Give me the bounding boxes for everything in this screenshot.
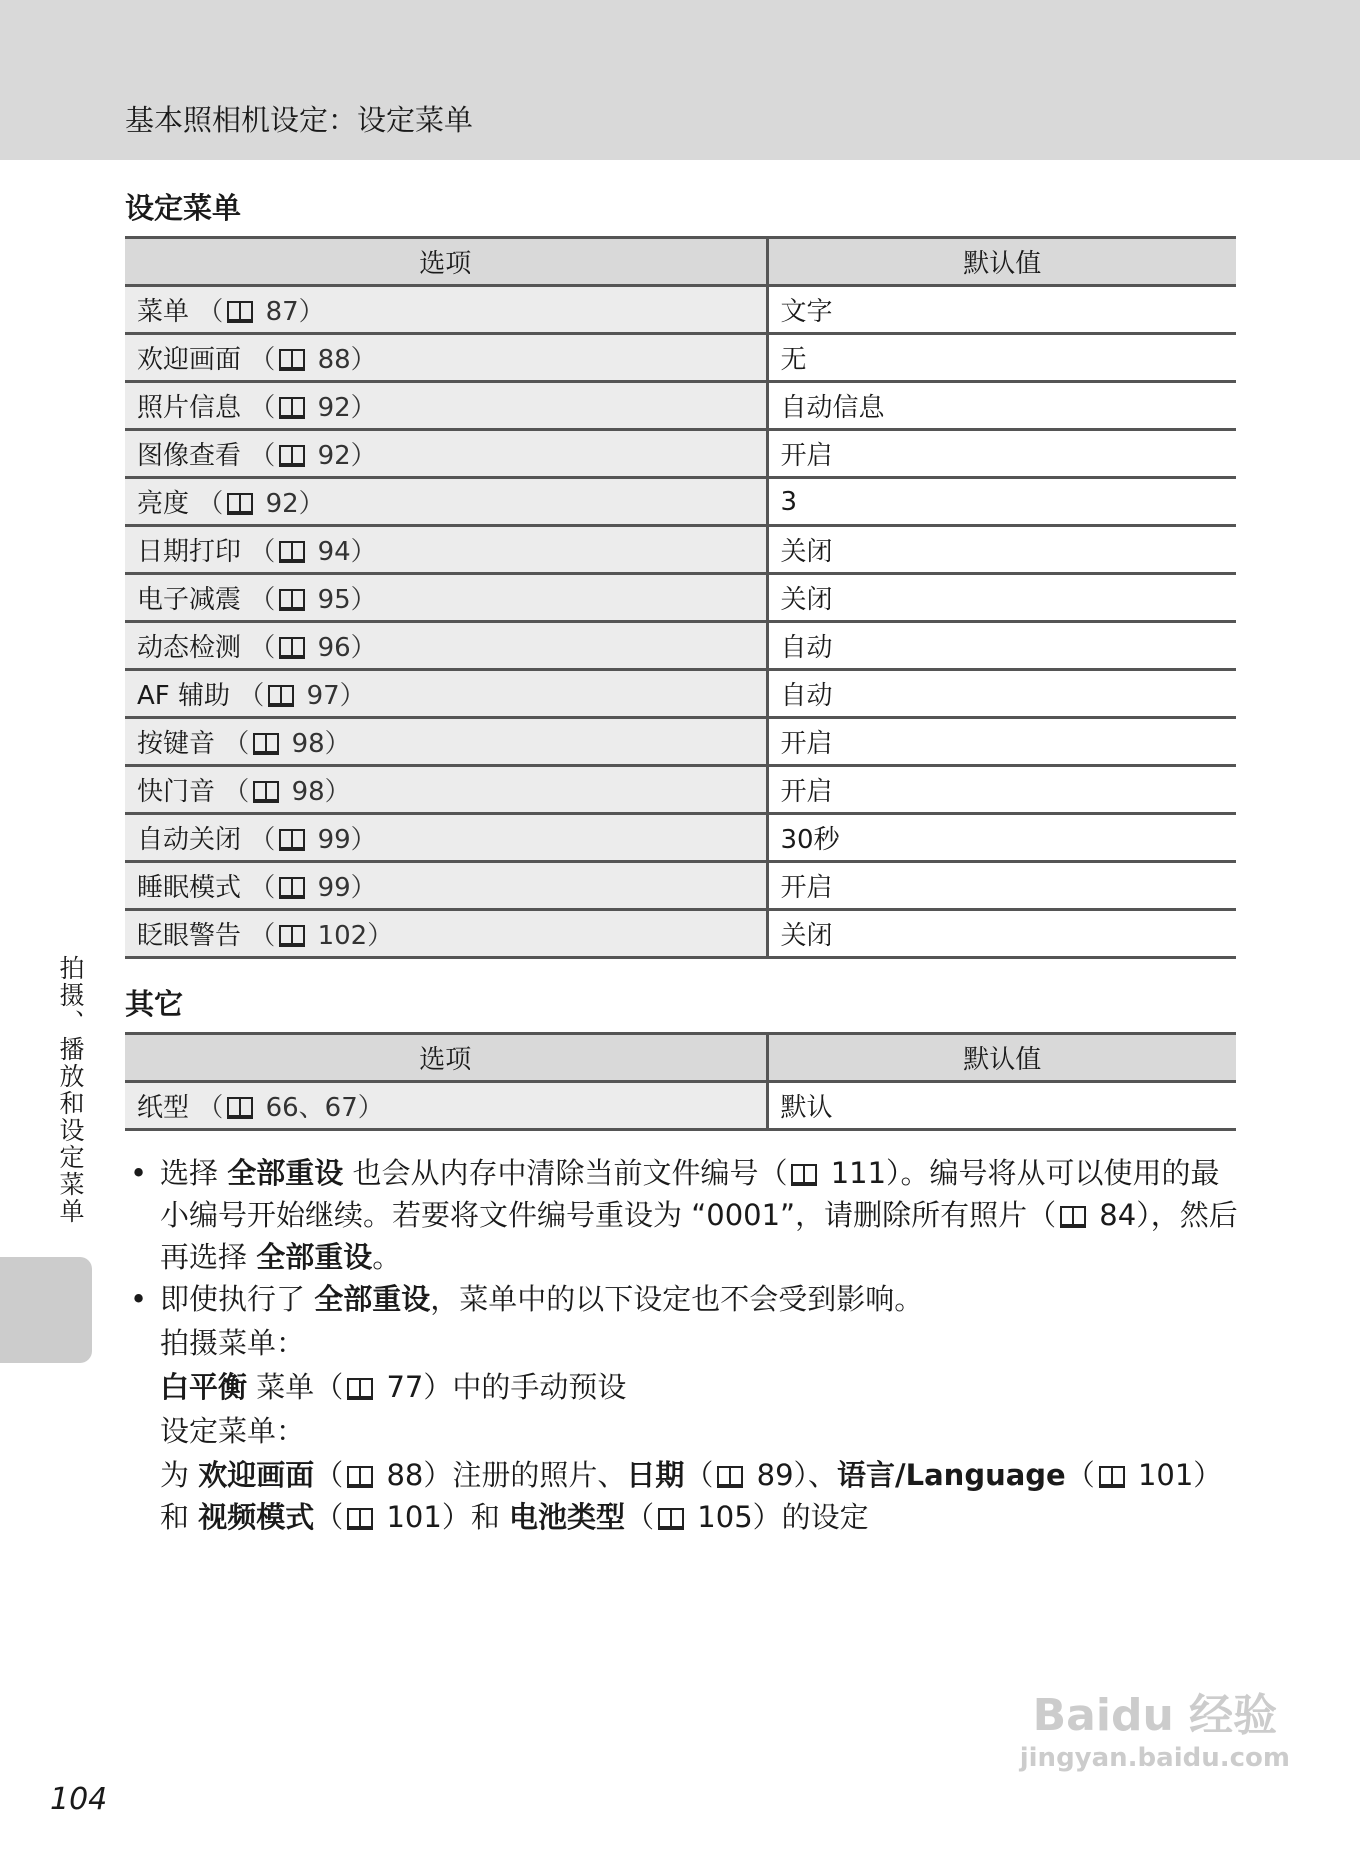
page-ref: （ 87）: [197, 297, 325, 327]
option-cell: 按键音 （ 98）: [125, 718, 767, 766]
book-icon: [347, 1508, 373, 1530]
book-icon: [717, 1466, 743, 1488]
page-ref: （ 98）: [223, 777, 351, 807]
table-row: [125, 814, 1236, 862]
option-cell: 快门音 （ 98）: [125, 766, 767, 814]
table-row: [125, 718, 1236, 766]
table-row: [125, 766, 1236, 814]
book-icon: [279, 589, 305, 611]
default-cell: 自动: [767, 670, 1236, 718]
option-cell: AF 辅助 （ 97）: [125, 670, 767, 718]
book-icon: [279, 541, 305, 563]
option-cell: 照片信息 （ 92）: [125, 382, 767, 430]
book-icon: [347, 1378, 373, 1400]
page-number: 104: [50, 1782, 108, 1817]
section-heading-setup: 设定菜单: [125, 191, 242, 225]
default-cell: 自动: [767, 622, 1236, 670]
book-icon: [279, 877, 305, 899]
default-cell: 3: [767, 478, 1236, 526]
table-row: [125, 334, 1236, 382]
book-icon: [658, 1508, 684, 1530]
shoot-menu-item: 白平衡 菜单（ 77）中的手动预设: [160, 1370, 627, 1404]
table-row: [125, 382, 1236, 430]
watermark: Baidu 经验 jingyan.baidu.com: [1019, 1690, 1290, 1773]
col-default: 默认值: [767, 238, 1236, 286]
book-icon: [1099, 1466, 1125, 1488]
option-cell: 纸型 （ 66、67）: [125, 1082, 767, 1130]
default-cell: 关闭: [767, 526, 1236, 574]
option-cell: 图像查看 （ 92）: [125, 430, 767, 478]
table-row: [125, 478, 1236, 526]
default-cell: 关闭: [767, 910, 1236, 958]
section-heading-other: 其它: [125, 987, 184, 1021]
col-option: 选项: [125, 238, 767, 286]
side-tab: [0, 1257, 92, 1363]
table-row: [125, 286, 1236, 334]
book-icon: [268, 685, 294, 707]
option-cell: 亮度 （ 92）: [125, 478, 767, 526]
page-ref: （ 102）: [249, 921, 394, 951]
book-icon: [279, 349, 305, 371]
note-2: • 即使执行了 全部重设，菜单中的以下设定也不会受到影响。: [130, 1282, 924, 1316]
book-icon: [253, 781, 279, 803]
table-row: [125, 1082, 1236, 1130]
option-cell: 电子减震 （ 95）: [125, 574, 767, 622]
default-cell: 30秒: [767, 814, 1236, 862]
setup-menu-items: 为 欢迎画面（ 88）注册的照片、日期（ 89）、语言/Language（ 101）和 视频模式（ 101）和 电池类型（ 105）的设定: [160, 1458, 1223, 1534]
table-row: [125, 862, 1236, 910]
default-cell: 无: [767, 334, 1236, 382]
option-cell: 日期打印 （ 94）: [125, 526, 767, 574]
table-row: [125, 622, 1236, 670]
book-icon: [347, 1466, 373, 1488]
side-tab-label: 拍摄、播放和设定菜单: [56, 955, 85, 1225]
default-cell: 自动信息: [767, 382, 1236, 430]
default-cell: 默认: [767, 1082, 1236, 1130]
option-cell: 自动关闭 （ 99）: [125, 814, 767, 862]
book-icon: [227, 493, 253, 515]
book-icon: [791, 1164, 817, 1186]
page-ref: （ 92）: [249, 393, 377, 423]
default-cell: 开启: [767, 862, 1236, 910]
default-cell: 关闭: [767, 574, 1236, 622]
setup-defaults-table: [125, 236, 1236, 959]
table-row: [125, 430, 1236, 478]
page-ref: （ 88）: [249, 345, 377, 375]
page-ref: （ 95）: [249, 585, 377, 615]
page-ref: （ 98）: [223, 729, 351, 759]
note-1: • 选择 全部重设 也会从内存中清除当前文件编号（ 111）。编号将从可以使用的最小编号开始继续。若要将文件编号重设为 “0001”，请删除所有照片（ 84），然后再选择 全部重设。: [130, 1156, 1238, 1274]
page-ref: （ 94）: [249, 537, 377, 567]
table-row: [125, 526, 1236, 574]
table-row: [125, 670, 1236, 718]
notes: [128, 1152, 1238, 1538]
book-icon: [279, 829, 305, 851]
book-icon: [1060, 1206, 1086, 1228]
page-ref: （ 96）: [249, 633, 377, 663]
option-cell: 动态检测 （ 96）: [125, 622, 767, 670]
option-cell: 睡眠模式 （ 99）: [125, 862, 767, 910]
other-defaults-table: [125, 1032, 1236, 1131]
page-header-title: 基本照相机设定：设定菜单: [125, 103, 474, 137]
page-ref: （ 92）: [197, 489, 325, 519]
default-cell: 文字: [767, 286, 1236, 334]
option-cell: 欢迎画面 （ 88）: [125, 334, 767, 382]
default-cell: 开启: [767, 766, 1236, 814]
book-icon: [227, 1097, 253, 1119]
book-icon: [279, 397, 305, 419]
shoot-menu-label: 拍摄菜单：: [160, 1326, 306, 1360]
option-cell: 眨眼警告 （ 102）: [125, 910, 767, 958]
default-cell: 开启: [767, 718, 1236, 766]
default-cell: 开启: [767, 430, 1236, 478]
book-icon: [227, 301, 253, 323]
page-ref: （ 99）: [249, 825, 377, 855]
option-cell: 菜单 （ 87）: [125, 286, 767, 334]
book-icon: [279, 925, 305, 947]
col-option: 选项: [125, 1034, 767, 1082]
page-ref: （ 99）: [249, 873, 377, 903]
table-row: [125, 574, 1236, 622]
page-ref: （ 92）: [249, 441, 377, 471]
book-icon: [279, 445, 305, 467]
page-ref: （ 97）: [238, 681, 366, 711]
setup-menu-label: 设定菜单：: [160, 1414, 306, 1448]
book-icon: [253, 733, 279, 755]
col-default: 默认值: [767, 1034, 1236, 1082]
table-row: [125, 910, 1236, 958]
page-ref: （ 66、67）: [197, 1093, 384, 1123]
book-icon: [279, 637, 305, 659]
